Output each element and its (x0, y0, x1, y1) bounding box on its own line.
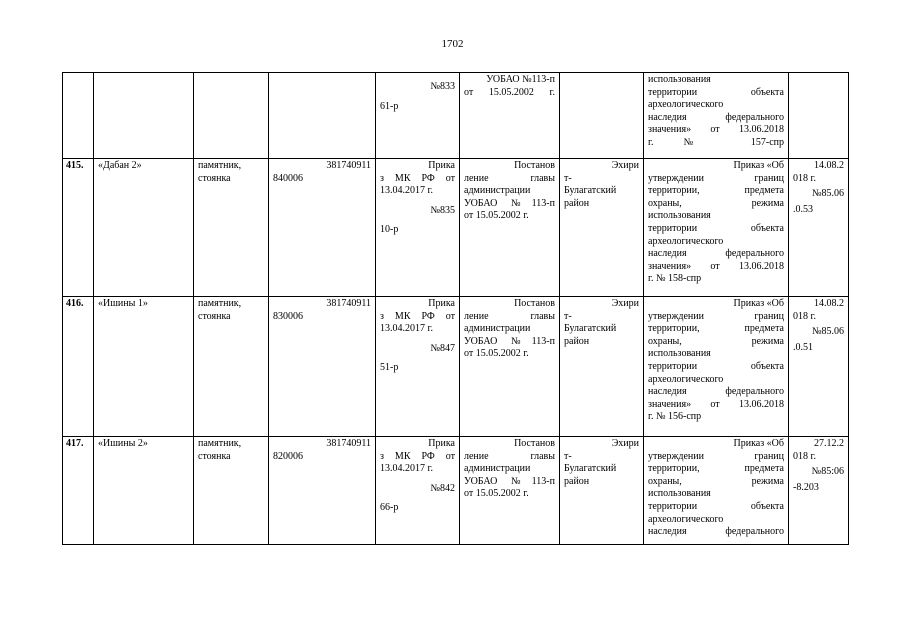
page-number: 1702 (441, 38, 464, 50)
boundary-order-line: территории, предмета (648, 323, 784, 335)
district-line: т- (564, 310, 572, 322)
district-cell (560, 297, 644, 437)
regional-resolution-line: ление главы (464, 172, 555, 184)
regional-resolution-line: ление главы (464, 450, 555, 462)
boundary-order-line: охраны, режима (648, 197, 784, 209)
boundary-order-cell (644, 73, 789, 159)
boundary-order-line: значения» от 13.06.2018 (648, 398, 784, 410)
object-name-cell (94, 73, 194, 159)
ministry-order-line: 13.04.2017 г. (380, 185, 433, 197)
regional-resolution-line: ление главы (464, 310, 555, 322)
registry-date-line: 14.08.2 (814, 298, 844, 309)
ministry-order-line: Прика (428, 438, 455, 449)
regional-resolution-line: УОБАО №113-п (464, 335, 555, 347)
boundary-order-line: территории объекта (648, 360, 784, 372)
table-row (63, 73, 849, 159)
object-type-cell (194, 159, 269, 297)
object-number: 416. (66, 298, 84, 309)
boundary-order-line: территории, предмета (648, 185, 784, 197)
boundary-order-line: утверждении границ (648, 172, 784, 184)
regional-resolution-cell (460, 437, 560, 545)
boundary-order-line: территории, предмета (648, 463, 784, 475)
boundary-order-line: г. № 158-спр (648, 273, 702, 285)
registry-date-cell (789, 159, 849, 297)
line-spacer (380, 198, 455, 205)
boundary-order-line: утверждении границ (648, 450, 784, 462)
boundary-order-line: охраны, режима (648, 475, 784, 487)
boundary-order-line: использования (648, 348, 711, 360)
registration-number-line: 830006 (273, 310, 303, 322)
regional-resolution-line: УОБАО №113-п (464, 475, 555, 487)
boundary-order-line: охраны, режима (648, 335, 784, 347)
object-type-cell (194, 73, 269, 159)
boundary-order-line: наследия федерального (648, 111, 784, 123)
ministry-order-cell (376, 297, 460, 437)
object-type: памятник, стоянка (198, 160, 242, 184)
ministry-order-number: №835 (430, 204, 455, 216)
line-spacer (380, 495, 455, 502)
registry-date-cell (789, 437, 849, 545)
boundary-order-line: использования (648, 74, 711, 85)
line-spacer (380, 355, 455, 362)
table-row (63, 297, 849, 437)
boundary-order-line: Приказ «Об (733, 298, 784, 309)
registry-record-number: -8.203 (793, 481, 819, 493)
ministry-order-number: №833 (430, 81, 455, 92)
line-spacer (380, 217, 455, 224)
district-line: Эхири (611, 298, 639, 309)
regional-resolution-line: администрации (464, 185, 531, 197)
ministry-order-line: Прика (428, 160, 455, 171)
ministry-order-number: 10-р (380, 224, 399, 236)
regional-resolution-line: от 15.05.2002 г. (464, 488, 529, 500)
district-line: Эхири (611, 438, 639, 449)
ministry-order-cell (376, 437, 460, 545)
boundary-order-line: археологического (648, 99, 724, 111)
district-line: т- (564, 172, 572, 184)
boundary-order-line: Приказ «Об (733, 438, 784, 449)
boundary-order-line: территории объекта (648, 500, 784, 512)
ministry-order-cell (376, 73, 460, 159)
boundary-order-line: утверждении границ (648, 310, 784, 322)
line-spacer (380, 74, 455, 81)
district-cell (560, 437, 644, 545)
regional-resolution-line: УОБАО №113-п (464, 197, 555, 209)
registration-number-cell (269, 437, 376, 545)
registry-date-line: 018 г. (793, 450, 816, 462)
regional-resolution-line: администрации (464, 463, 531, 475)
boundary-order-line: археологического (648, 235, 724, 247)
registry-record-number: .0.53 (793, 203, 813, 215)
ministry-order-line: з МК РФ от (380, 450, 455, 462)
district-line: Булагатский район (564, 463, 617, 487)
registry-date-line: 27.12.2 (814, 438, 844, 449)
line-spacer (380, 94, 455, 101)
boundary-order-cell (644, 437, 789, 545)
registry-record-number: №85.06 (811, 326, 844, 338)
ministry-order-line: Прика (428, 298, 455, 309)
regional-resolution-line: УОБАО №113-п (486, 74, 555, 85)
ministry-order-number: 51-р (380, 362, 399, 374)
registration-number-cell (269, 297, 376, 437)
object-type: памятник, стоянка (198, 298, 242, 322)
regional-resolution-cell (460, 297, 560, 437)
registration-number-cell (269, 73, 376, 159)
object-type-cell (194, 437, 269, 545)
object-type-cell (194, 297, 269, 437)
boundary-order-line: археологического (648, 373, 724, 385)
ministry-order-line: 13.04.2017 г. (380, 463, 433, 475)
boundary-order-line: г. № 157-спр (648, 136, 784, 148)
registration-number-line: 840006 (273, 172, 303, 184)
registry-record-number: №85.06 (811, 188, 844, 200)
object-number-cell (63, 437, 94, 545)
registration-number-line: 820006 (273, 450, 303, 462)
registration-number-line: 381740911 (326, 160, 371, 171)
ministry-order-number: 61-р (380, 100, 399, 112)
ministry-order-number: №847 (430, 342, 455, 354)
registry-date-cell (789, 73, 849, 159)
table-row (63, 437, 849, 545)
object-number: 415. (66, 160, 84, 171)
boundary-order-line: территории объекта (648, 222, 784, 234)
registry-date-cell (789, 297, 849, 437)
district-line: т- (564, 450, 572, 462)
regional-resolution-line: Постанов (514, 298, 555, 309)
registry-record-number: .0.51 (793, 341, 813, 353)
ministry-order-number: 66-р (380, 502, 399, 514)
registry-date-line: 018 г. (793, 310, 816, 322)
boundary-order-cell (644, 159, 789, 297)
regional-resolution-line: от 15.05.2002 г. (464, 210, 529, 222)
object-number-cell (63, 159, 94, 297)
boundary-order-line: г. № 156-спр (648, 411, 702, 423)
ministry-order-number: №842 (430, 482, 455, 494)
registry-date-line: 018 г. (793, 172, 816, 184)
boundary-order-line: археологического (648, 513, 724, 525)
ministry-order-line: з МК РФ от (380, 310, 455, 322)
district-line: Эхири (611, 160, 639, 171)
regional-resolution-cell (460, 159, 560, 297)
boundary-order-cell (644, 297, 789, 437)
line-spacer (380, 476, 455, 483)
registration-number-line: 381740911 (326, 438, 371, 449)
line-spacer (380, 336, 455, 343)
object-name-cell (94, 297, 194, 437)
district-cell (560, 159, 644, 297)
ministry-order-cell (376, 159, 460, 297)
regional-resolution-line: от 15.05.2002 г. (464, 348, 529, 360)
ministry-order-line: 13.04.2017 г. (380, 323, 433, 335)
district-line: Булагатский район (564, 185, 617, 209)
boundary-order-line: значения» от 13.06.2018 (648, 124, 784, 136)
registry-record-number: №85:06 (811, 466, 844, 478)
regional-resolution-line: от 15.05.2002 г. (464, 86, 555, 98)
object-number-cell (63, 297, 94, 437)
boundary-order-line: наследия федерального (648, 526, 784, 538)
table-row (63, 159, 849, 297)
regional-resolution-cell (460, 73, 560, 159)
regional-resolution-line: администрации (464, 323, 531, 335)
boundary-order-line: наследия федерального (648, 386, 784, 398)
boundary-order-line: использования (648, 488, 711, 500)
heritage-registry-table (62, 72, 849, 545)
regional-resolution-line: Постанов (514, 160, 555, 171)
object-name-cell (94, 159, 194, 297)
district-cell (560, 73, 644, 159)
ministry-order-line: з МК РФ от (380, 172, 455, 184)
boundary-order-line: использования (648, 210, 711, 222)
object-name-cell (94, 437, 194, 545)
boundary-order-line: наследия федерального (648, 248, 784, 260)
object-type: памятник, стоянка (198, 438, 242, 462)
object-name: «Ишины 2» (98, 438, 148, 449)
registration-number-cell (269, 159, 376, 297)
object-number-cell (63, 73, 94, 159)
object-name: «Дабан 2» (98, 160, 142, 171)
object-number: 417. (66, 438, 84, 449)
registration-number-line: 381740911 (326, 298, 371, 309)
registry-date-line: 14.08.2 (814, 160, 844, 171)
boundary-order-line: территории объекта (648, 86, 784, 98)
district-line: Булагатский район (564, 323, 617, 347)
table-body (63, 73, 849, 545)
regional-resolution-line: Постанов (514, 438, 555, 449)
object-name: «Ишины 1» (98, 298, 148, 309)
boundary-order-line: Приказ «Об (733, 160, 784, 171)
boundary-order-line: значения» от 13.06.2018 (648, 260, 784, 272)
